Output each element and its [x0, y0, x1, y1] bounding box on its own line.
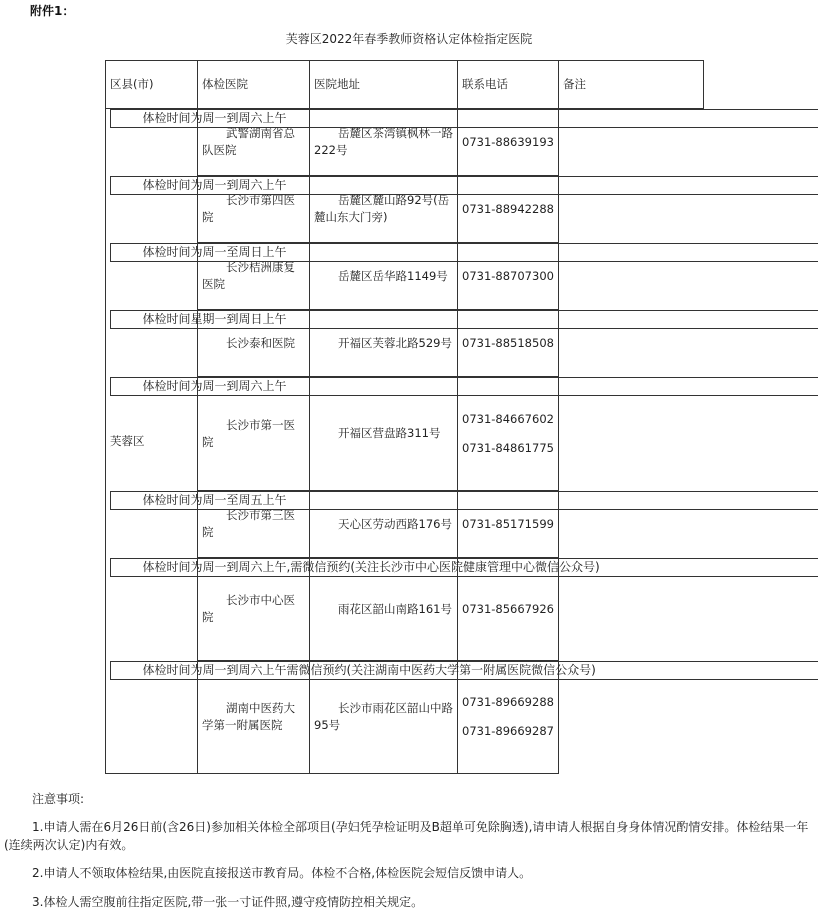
note-item-text: 3.体检人需空腹前往指定医院,带一张一寸证件照,遵守疫情防控相关规定。	[32, 895, 424, 909]
hospital-name-cell-text: 长沙市中心医院	[202, 593, 295, 624]
note-item	[4, 893, 812, 911]
address-cell-text: 岳麓区岳华路1149号	[338, 268, 448, 283]
header-address: 医院地址	[310, 61, 458, 109]
address-cell-text: 雨花区韶山南路161号	[338, 601, 452, 616]
phone-number: 0731-84667602	[462, 411, 554, 426]
note-item-text: 1.申请人需在6月26日前(含26日)参加相关体检全部项目(孕妇凭孕检证明及B超单可免除胸透),请申请人根据自身身体情况酌情安排。体检结果一年(连续两次认定)内有效。	[4, 820, 809, 852]
note-item	[4, 864, 812, 882]
header-district: 区县(市)	[106, 61, 198, 109]
phone-number: 0731-89669288	[462, 695, 554, 709]
table-header-row	[106, 61, 704, 109]
note-cell-text: 体检时间为周一至周日上午	[142, 244, 287, 259]
note-cell	[110, 491, 818, 510]
phone-number: 0731-88518508	[462, 335, 554, 350]
note-cell	[110, 310, 818, 329]
table-row	[106, 109, 704, 176]
note-cell-text: 体检时间为周一到周六上午	[142, 177, 287, 192]
hospital-name-cell-text: 长沙市第三医院	[202, 508, 295, 539]
phone-number: 0731-85667926	[462, 601, 554, 616]
address-cell-text: 天心区劳动西路176号	[338, 516, 452, 531]
header-phone: 联系电话	[458, 61, 559, 109]
phone-number: 0731-89669287	[462, 724, 554, 738]
header-hospital: 体检医院	[198, 61, 310, 109]
hospital-name-cell-text: 湖南中医药大学第一附属医院	[202, 701, 295, 732]
note-cell-text: 体检时间为周一到周六上午,需微信预约(关注长沙市中心医院健康管理中心微信公众号)	[142, 559, 600, 574]
notes-title: 注意事项:	[32, 792, 85, 806]
hospital-name-cell-text: 武警湖南省总队医院	[202, 126, 295, 157]
hospital-name-cell-text: 长沙桔洲康复医院	[202, 260, 295, 291]
phone-number: 0731-84861775	[462, 440, 554, 455]
address-cell-text: 长沙市雨花区韶山中路95号	[314, 701, 453, 732]
address-cell-text: 开福区芙蓉北路529号	[338, 335, 452, 350]
hospital-name-cell-text: 长沙市第一医院	[202, 417, 295, 449]
phone-number: 0731-88707300	[462, 268, 554, 283]
note-cell-text: 体检时间为周一到周六上午需微信预约(关注湖南中医药大学第一附属医院微信公众号)	[142, 662, 596, 677]
note-cell-text: 体检时间为周一到周六上午	[142, 111, 287, 125]
hospital-name-cell-text: 长沙市第四医院	[202, 193, 295, 224]
address-cell-text: 岳麓区茶湾镇枫林一路222号	[314, 126, 453, 157]
note-cell	[110, 176, 818, 195]
note-item	[4, 818, 812, 854]
page-title: 芙蓉区2022年春季教师资格认定体检指定医院	[285, 32, 533, 46]
note-cell-text: 体检时间为周一到周六上午	[142, 378, 287, 393]
note-cell	[110, 558, 818, 577]
address-cell-text: 开福区营盘路311号	[338, 426, 441, 440]
note-cell-text: 体检时间为周一至周五上午	[142, 492, 287, 507]
note-item-text: 2.申请人不领取体检结果,由医院直接报送市教育局。体检不合格,体检医院会短信反馈申请人。	[32, 866, 532, 880]
address-cell-text: 岳麓区麓山路92号(岳麓山东大门旁)	[314, 193, 450, 224]
phone-number: 0731-88639193	[462, 134, 554, 149]
phone-number: 0731-85171599	[462, 516, 554, 531]
hospital-table	[105, 60, 704, 774]
note-cell	[110, 377, 818, 396]
note-cell	[110, 661, 818, 680]
header-note: 备注	[559, 61, 704, 109]
note-cell	[110, 243, 818, 262]
note-cell-text: 体检时间星期一到周日上午	[142, 311, 287, 326]
district-cell: 芙蓉区	[106, 109, 198, 774]
phone-number: 0731-88942288	[462, 201, 554, 216]
attachment-label: 附件1：	[30, 4, 75, 18]
hospital-name-cell-text: 长沙泰和医院	[226, 335, 295, 350]
note-cell	[110, 109, 818, 128]
